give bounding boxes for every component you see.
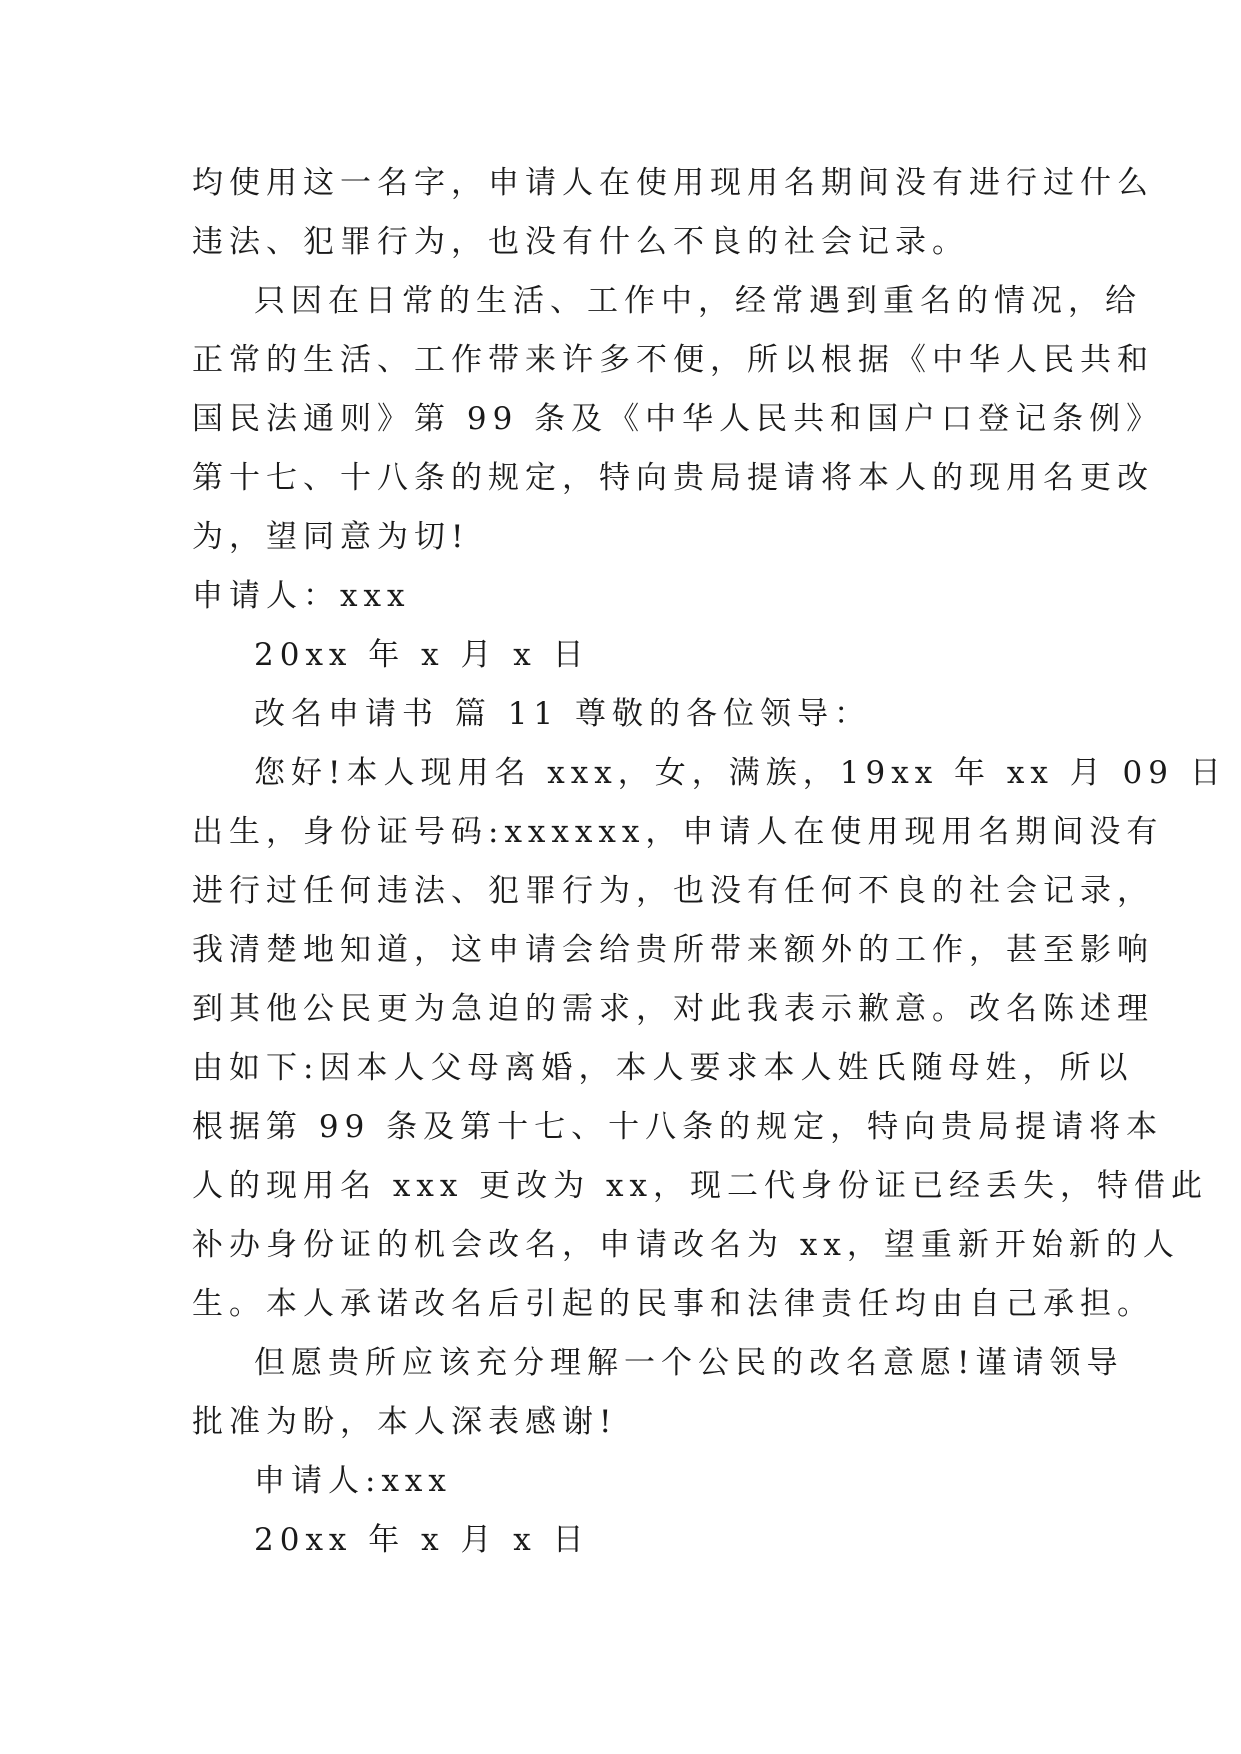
text-line: 批准为盼，本人深表感谢! bbox=[192, 1404, 618, 1440]
text-line: 我清楚地知道，这申请会给贵所带来额外的工作，甚至影响 bbox=[192, 932, 1154, 968]
text-line: 根据第 99 条及第十七、十八条的规定，特向贵局提请将本 bbox=[192, 1109, 1164, 1145]
text-line: 但愿贵所应该充分理解一个公民的改名意愿!谨请领导 bbox=[254, 1345, 1124, 1381]
date-line: 20xx 年 x 月 x 日 bbox=[254, 637, 590, 673]
text-line: 出生，身份证号码:xxxxxx，申请人在使用现用名期间没有 bbox=[192, 814, 1164, 850]
text-line: 由如下:因本人父母离婚，本人要求本人姓氏随母姓，所以 bbox=[192, 1050, 1134, 1086]
applicant-signature-line: 申请人:xxx bbox=[254, 1463, 452, 1499]
text-line: 正常的生活、工作带来许多不便，所以根据《中华人民共和 bbox=[192, 342, 1154, 378]
text-line: 国民法通则》第 99 条及《中华人民共和国户口登记条例》 bbox=[192, 401, 1164, 437]
text-line: 您好!本人现用名 xxx，女，满族，19xx 年 xx 月 09 日 bbox=[254, 755, 1227, 791]
date-line: 20xx 年 x 月 x 日 bbox=[254, 1522, 590, 1558]
text-line: 人的现用名 xxx 更改为 xx，现二代身份证已经丢失，特借此 bbox=[192, 1168, 1208, 1204]
text-line: 均使用这一名字，申请人在使用现用名期间没有进行过什么 bbox=[192, 165, 1154, 201]
text-line: 生。本人承诺改名后引起的民事和法律责任均由自己承担。 bbox=[192, 1286, 1154, 1322]
text-line: 到其他公民更为急迫的需求，对此我表示歉意。改名陈述理 bbox=[192, 991, 1154, 1027]
text-line: 只因在日常的生活、工作中，经常遇到重名的情况，给 bbox=[254, 283, 1142, 319]
applicant-signature-line: 申请人：xxx bbox=[192, 578, 411, 614]
text-line: 进行过任何违法、犯罪行为，也没有任何不良的社会记录， bbox=[192, 873, 1154, 909]
section-heading: 改名申请书 篇 11 尊敬的各位领导： bbox=[254, 696, 872, 732]
document-body bbox=[192, 154, 1227, 1570]
text-line: 为，望同意为切! bbox=[192, 519, 470, 555]
text-line: 补办身份证的机会改名，申请改名为 xx，望重新开始新的人 bbox=[192, 1227, 1180, 1263]
text-line: 违法、犯罪行为，也没有什么不良的社会记录。 bbox=[192, 224, 969, 260]
text-line: 第十七、十八条的规定，特向贵局提请将本人的现用名更改 bbox=[192, 460, 1154, 496]
